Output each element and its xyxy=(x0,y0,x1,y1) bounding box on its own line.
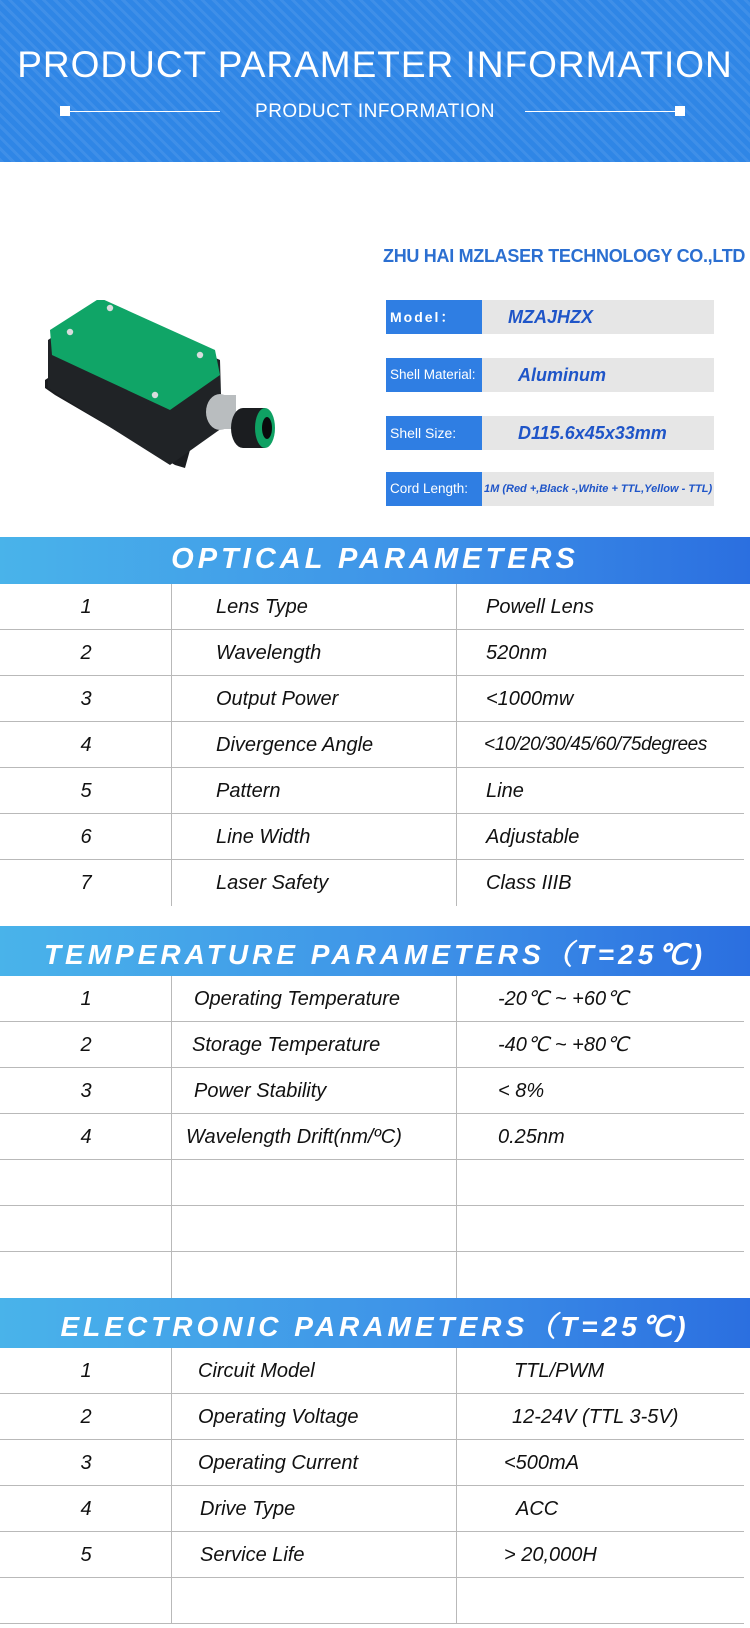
laser-module-image xyxy=(40,300,290,490)
parameter-value: < 8% xyxy=(498,1080,545,1102)
row-number: 3 xyxy=(80,1080,92,1102)
row-number: 4 xyxy=(80,734,92,756)
section-title: OPTICAL PARAMETERS xyxy=(171,543,579,575)
table-row xyxy=(0,1394,744,1440)
spec-row-shell-size xyxy=(386,416,714,450)
company-name: ZHU HAI MZLASER TECHNOLOGY CO.,LTD xyxy=(383,246,746,266)
table-row xyxy=(0,1114,744,1160)
row-number: 3 xyxy=(80,1452,92,1474)
parameter-name: Power Stability xyxy=(194,1080,327,1102)
parameter-value: <1000mw xyxy=(486,688,574,710)
decor-line-right xyxy=(525,111,675,112)
row-number: 2 xyxy=(80,1406,92,1428)
section-title: ELECTRONIC PARAMETERS（T=25℃) xyxy=(60,1311,690,1342)
row-number: 5 xyxy=(80,1544,92,1566)
section-bar-optical xyxy=(0,537,750,584)
section-title: TEMPERATURE PARAMETERS（T=25℃) xyxy=(43,939,707,970)
parameter-value: 12-24V (TTL 3-5V) xyxy=(512,1406,679,1428)
spec-label: Model： xyxy=(386,300,482,334)
row-number: 2 xyxy=(80,1034,92,1056)
lens-aperture xyxy=(262,417,272,439)
screw-icon xyxy=(152,392,158,398)
table-row xyxy=(0,1486,744,1532)
row-number: 3 xyxy=(80,688,92,710)
row-number: 7 xyxy=(80,872,92,894)
screw-icon xyxy=(197,352,203,358)
screw-icon xyxy=(107,305,113,311)
section-bar-electronic xyxy=(0,1298,750,1348)
parameter-value: Class IIIB xyxy=(486,872,572,894)
parameter-name: Operating Voltage xyxy=(198,1406,359,1428)
parameter-value: -40℃ ~ +80℃ xyxy=(498,1034,629,1056)
parameter-value: -20℃ ~ +60℃ xyxy=(498,988,629,1010)
row-number: 4 xyxy=(80,1126,92,1148)
parameter-value: 520nm xyxy=(486,642,548,664)
spec-value: D115.6x45x33mm xyxy=(482,416,714,450)
spec-row-model xyxy=(386,300,714,334)
row-number: 5 xyxy=(80,780,92,802)
row-number: 2 xyxy=(80,642,92,664)
decor-square-right xyxy=(675,106,685,116)
parameter-name: Circuit Model xyxy=(198,1360,315,1382)
header-banner xyxy=(0,0,750,162)
spec-label: Cord Length: xyxy=(386,472,482,506)
table-row xyxy=(0,1578,744,1624)
table-row xyxy=(0,1348,744,1394)
row-number: 1 xyxy=(80,596,92,618)
parameter-value: 0.25nm xyxy=(498,1126,565,1148)
parameter-value: ACC xyxy=(516,1498,559,1520)
page-title: PRODUCT PARAMETER INFORMATION xyxy=(17,44,733,85)
parameter-name: Storage Temperature xyxy=(192,1034,381,1056)
table-row xyxy=(0,584,744,630)
parameter-name: Divergence Angle xyxy=(216,734,374,756)
table-row xyxy=(0,1022,744,1068)
temperature-parameters-table xyxy=(0,976,744,1298)
parameter-value: TTL/PWM xyxy=(514,1360,604,1382)
table-row xyxy=(0,722,744,768)
spec-row-shell-material xyxy=(386,358,714,392)
parameter-name: Wavelength Drift(nm/ºC) xyxy=(186,1126,402,1148)
table-row xyxy=(0,1068,744,1114)
spec-value: MZAJHZX xyxy=(482,300,714,334)
parameter-name: Lens Type xyxy=(216,596,308,618)
optical-parameters-table xyxy=(0,584,744,906)
page-subtitle: PRODUCT INFORMATION xyxy=(255,101,495,122)
row-number: 1 xyxy=(80,988,92,1010)
spec-label: Shell Material: xyxy=(386,358,482,392)
parameter-value: Line xyxy=(486,780,524,802)
parameter-name: Service Life xyxy=(200,1544,305,1566)
parameter-name: Drive Type xyxy=(200,1498,296,1520)
spec-value: Aluminum xyxy=(482,358,714,392)
table-row xyxy=(0,860,744,906)
parameter-name: Line Width xyxy=(216,826,311,848)
spec-row-cord-length xyxy=(386,472,714,506)
parameter-value: > 20,000H xyxy=(504,1544,597,1566)
table-row xyxy=(0,1252,744,1298)
table-row xyxy=(0,1440,744,1486)
table-row xyxy=(0,630,744,676)
row-number: 4 xyxy=(80,1498,92,1520)
parameter-name: Output Power xyxy=(216,688,339,710)
table-row xyxy=(0,1206,744,1252)
parameter-value: Powell Lens xyxy=(486,596,594,618)
parameter-name: Operating Temperature xyxy=(194,988,401,1010)
table-row xyxy=(0,1160,744,1206)
parameter-name: Pattern xyxy=(216,780,281,802)
table-row xyxy=(0,814,744,860)
spec-value: 1M (Red +,Black -,White + TTL,Yellow - TTL) xyxy=(482,472,714,506)
table-row xyxy=(0,768,744,814)
parameter-name: Wavelength xyxy=(216,642,322,664)
parameter-name: Operating Current xyxy=(198,1452,359,1474)
parameter-value: <500mA xyxy=(504,1452,580,1474)
screw-icon xyxy=(67,329,73,335)
row-number: 1 xyxy=(80,1360,92,1382)
table-row xyxy=(0,976,744,1022)
table-row xyxy=(0,1532,744,1578)
parameter-name: Laser Safety xyxy=(216,872,329,894)
parameter-value: <10/20/30/45/60/75degrees xyxy=(484,734,707,755)
table-row xyxy=(0,676,744,722)
row-number: 6 xyxy=(80,826,92,848)
parameter-value: Adjustable xyxy=(486,826,580,848)
electronic-parameters-table xyxy=(0,1348,744,1624)
section-bar-temperature xyxy=(0,926,750,976)
spec-label: Shell Size: xyxy=(386,416,482,450)
